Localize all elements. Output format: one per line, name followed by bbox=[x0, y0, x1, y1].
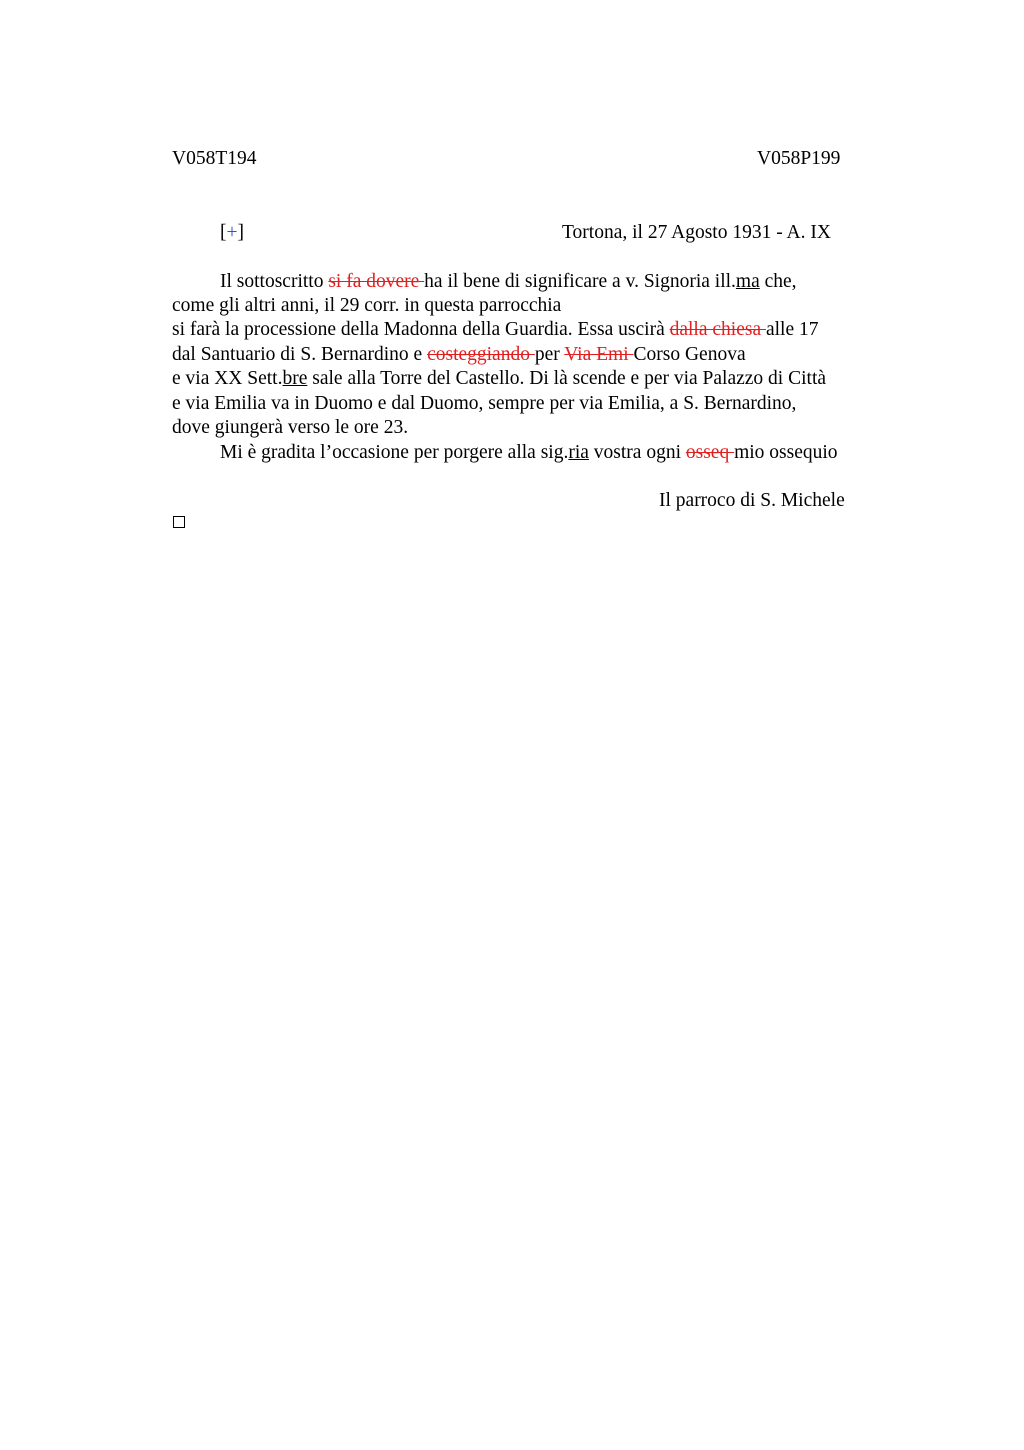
text-run: e via XX Sett. bbox=[172, 368, 283, 389]
document-code-right: V058P199 bbox=[757, 148, 841, 169]
text-run: che, bbox=[759, 271, 797, 292]
text-run: dal Santuario di S. Bernardino e bbox=[172, 344, 428, 365]
deleted-text: dalla chiesa bbox=[669, 319, 766, 340]
text-run: sale alla Torre del Castello. Di là scende e per via Palazzo di Città bbox=[307, 368, 827, 389]
cross-open-bracket: [ bbox=[220, 222, 227, 243]
deleted-text: costeggiando bbox=[427, 344, 535, 365]
letter-line-2 bbox=[172, 294, 561, 318]
text-run: per bbox=[534, 344, 565, 365]
deleted-text: osseq bbox=[685, 442, 735, 463]
cross-close-bracket: ] bbox=[237, 222, 244, 243]
text-run: vostra ogni bbox=[588, 442, 686, 463]
abbreviation-superscript: ma bbox=[735, 271, 760, 292]
text-run: dove giungerà verso le ore 23. bbox=[172, 417, 409, 438]
abbreviation-superscript: ria bbox=[568, 442, 589, 463]
text-run: si farà la processione della Madonna della Guardia. Essa uscirà bbox=[172, 319, 670, 340]
dateline: Tortona, il 27 Agosto 1931 - A. IX bbox=[562, 222, 831, 243]
end-square-icon bbox=[173, 516, 185, 528]
cross-icon: + bbox=[226, 222, 238, 243]
deleted-text: si fa dovere bbox=[328, 271, 425, 292]
text-run: Corso Genova bbox=[633, 344, 746, 365]
letter-line-6 bbox=[172, 392, 796, 416]
text-run: Mi è gradita l’occasione per porgere alla sig. bbox=[220, 442, 569, 463]
letter-line-3 bbox=[172, 318, 819, 342]
deleted-text: Via Emi bbox=[564, 344, 634, 365]
cross-mark bbox=[220, 221, 244, 245]
text-run: come gli altri anni, il 29 corr. in questa parrocchia bbox=[172, 295, 562, 316]
letter-line-5 bbox=[172, 367, 826, 391]
text-run: mio ossequio bbox=[734, 442, 838, 463]
text-run: ha il bene di significare a v. Signoria ill. bbox=[424, 271, 736, 292]
document-code-left: V058T194 bbox=[172, 148, 257, 169]
letter-line-4 bbox=[172, 343, 746, 367]
text-run: alle 17 bbox=[765, 319, 819, 340]
text-run: Il sottoscritto bbox=[220, 271, 329, 292]
text-run: e via Emilia va in Duomo e dal Duomo, sempre per via Emilia, a S. Bernardino, bbox=[172, 393, 797, 414]
signature: Il parroco di S. Michele bbox=[659, 490, 845, 511]
letter-line-7 bbox=[172, 416, 408, 440]
abbreviation-superscript: bre bbox=[282, 368, 308, 389]
letter-line-8 bbox=[220, 441, 838, 465]
letter-line-1 bbox=[220, 270, 797, 294]
